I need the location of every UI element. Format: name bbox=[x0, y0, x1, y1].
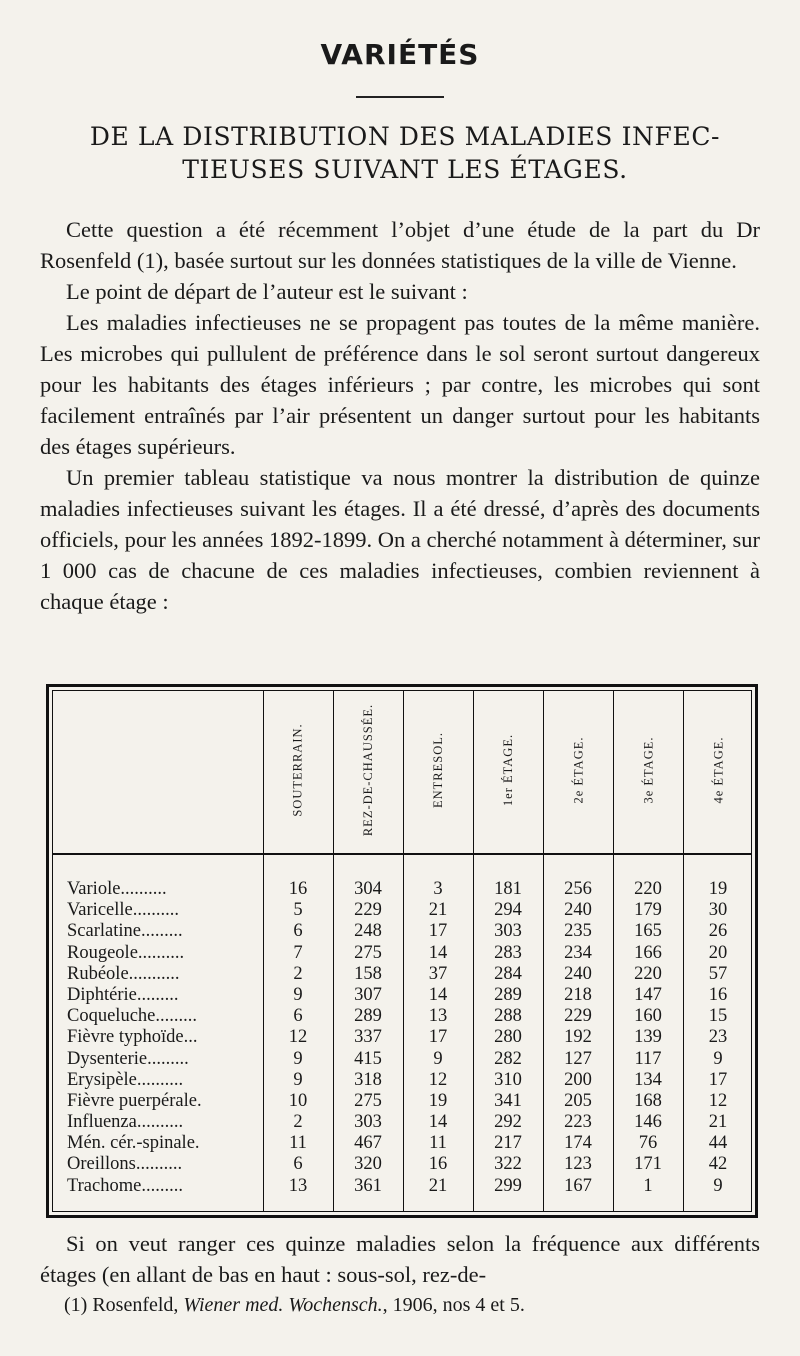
table-cell: 174 bbox=[564, 1133, 592, 1154]
table-cell: 147 bbox=[634, 984, 662, 1005]
table-cell: 275 bbox=[354, 1090, 382, 1111]
table-row bbox=[53, 985, 751, 1006]
column-header: 4e ÉTAGE. bbox=[711, 736, 726, 804]
column-header: ENTRESOL. bbox=[431, 731, 446, 809]
table-cell: 165 bbox=[634, 921, 662, 942]
disease-name: Varicelle.......... bbox=[67, 900, 179, 921]
disease-name: Mén. cér.-spinale. bbox=[67, 1133, 200, 1154]
table-cell: 229 bbox=[564, 1006, 592, 1027]
table-cell: 280 bbox=[494, 1027, 522, 1048]
column-header: 3e ÉTAGE. bbox=[641, 736, 656, 804]
disease-name: Rougeole.......... bbox=[67, 942, 185, 963]
table-cell: 19 bbox=[428, 1090, 448, 1111]
table-cell: 248 bbox=[354, 921, 382, 942]
table-cell: 2 bbox=[293, 1112, 303, 1133]
table-cell: 3 bbox=[433, 879, 443, 899]
table-row bbox=[53, 1027, 751, 1048]
table-cell: 181 bbox=[494, 879, 522, 899]
table-cell: 235 bbox=[564, 921, 592, 942]
table-cell: 304 bbox=[354, 879, 382, 899]
table-cell: 303 bbox=[494, 921, 522, 942]
table-cell: 284 bbox=[494, 963, 522, 984]
table-cell: 240 bbox=[564, 900, 592, 921]
table-cell: 240 bbox=[564, 963, 592, 984]
table-cell: 217 bbox=[494, 1133, 522, 1154]
paragraph: Si on veut ranger ces quinze maladies selon la fréquence aux différents étages (en allant de bas en haut : sous-sol, rez-de- bbox=[40, 1231, 760, 1287]
table-cell: 256 bbox=[564, 879, 592, 899]
table-cell: 168 bbox=[634, 1090, 662, 1111]
disease-name: Scarlatine......... bbox=[67, 921, 183, 942]
column-header: 1er ÉTAGE. bbox=[501, 733, 516, 807]
table-cell: 218 bbox=[564, 984, 592, 1005]
table-body bbox=[53, 879, 751, 1197]
table-cell: 123 bbox=[564, 1154, 592, 1175]
table-cell: 17 bbox=[428, 1027, 448, 1048]
table-row bbox=[53, 1070, 751, 1091]
table-inner-frame bbox=[52, 690, 752, 1212]
table-cell: 160 bbox=[634, 1006, 662, 1027]
table-cell: 310 bbox=[494, 1069, 522, 1090]
table-cell: 13 bbox=[428, 1006, 448, 1027]
table-cell: 146 bbox=[634, 1112, 662, 1133]
table-cell: 220 bbox=[634, 963, 662, 984]
closing-text bbox=[40, 1228, 760, 1290]
table-cell: 17 bbox=[708, 1069, 728, 1090]
table-cell: 467 bbox=[354, 1133, 382, 1154]
table-cell: 282 bbox=[494, 1048, 522, 1069]
disease-name: Erysipèle.......... bbox=[67, 1069, 184, 1090]
table-cell: 171 bbox=[634, 1154, 662, 1175]
table-cell: 307 bbox=[354, 984, 382, 1005]
table-cell: 127 bbox=[564, 1048, 592, 1069]
table-cell: 26 bbox=[708, 921, 728, 942]
column-header: SOUTERRAIN. bbox=[291, 723, 306, 817]
table-cell: 337 bbox=[354, 1027, 382, 1048]
table-cell: 9 bbox=[713, 1175, 723, 1196]
table-cell: 167 bbox=[564, 1175, 592, 1196]
paragraph: Cette question a été récemment l’objet d’une étude de la part du Dr Rosenfeld (1), basée surtout sur les données statistiques de la ville de Vienne. bbox=[40, 217, 760, 273]
table-row bbox=[53, 943, 751, 964]
table-cell: 9 bbox=[433, 1048, 443, 1069]
disease-name: Trachome......... bbox=[67, 1175, 183, 1196]
table-cell: 179 bbox=[634, 900, 662, 921]
table-cell: 57 bbox=[708, 963, 728, 984]
table-cell: 6 bbox=[293, 1154, 303, 1175]
disease-name: Oreillons.......... bbox=[67, 1154, 183, 1175]
table-cell: 12 bbox=[708, 1090, 728, 1111]
table-cell: 12 bbox=[288, 1027, 308, 1048]
table-cell: 415 bbox=[354, 1048, 382, 1069]
table-cell: 6 bbox=[293, 1006, 303, 1027]
table-cell: 283 bbox=[494, 942, 522, 963]
table-cell: 12 bbox=[428, 1069, 448, 1090]
table-cell: 5 bbox=[293, 900, 303, 921]
table-cell: 292 bbox=[494, 1112, 522, 1133]
statistics-table bbox=[46, 684, 758, 1218]
table-cell: 14 bbox=[428, 1112, 448, 1133]
disease-name: Rubéole........... bbox=[67, 963, 180, 984]
table-cell: 322 bbox=[494, 1154, 522, 1175]
table-row bbox=[53, 921, 751, 942]
table-cell: 158 bbox=[354, 963, 382, 984]
disease-name: Influenza.......... bbox=[67, 1112, 184, 1133]
table-cell: 9 bbox=[713, 1048, 723, 1069]
table-cell: 139 bbox=[634, 1027, 662, 1048]
disease-name: Fièvre puerpérale. bbox=[67, 1090, 202, 1111]
table-row bbox=[53, 879, 751, 900]
table-cell: 2 bbox=[293, 963, 303, 984]
section-title: VARIÉTÉS bbox=[320, 38, 480, 71]
table-cell: 21 bbox=[708, 1112, 728, 1133]
table-row bbox=[53, 1006, 751, 1027]
table-cell: 9 bbox=[293, 1048, 303, 1069]
table-cell: 117 bbox=[634, 1048, 662, 1069]
disease-name: Diphtérie......... bbox=[67, 984, 179, 1005]
table-cell: 294 bbox=[494, 900, 522, 921]
table-cell: 16 bbox=[288, 879, 308, 899]
table-cell: 10 bbox=[288, 1090, 308, 1111]
table-cell: 76 bbox=[638, 1133, 658, 1154]
article-title-line: TIEUSES SUIVANT LES ÉTAGES. bbox=[182, 155, 628, 184]
table-cell: 234 bbox=[564, 942, 592, 963]
table-cell: 223 bbox=[564, 1112, 592, 1133]
table-cell: 220 bbox=[634, 879, 662, 899]
table-row bbox=[53, 1154, 751, 1175]
table-cell: 341 bbox=[494, 1090, 522, 1111]
table-cell: 16 bbox=[708, 984, 728, 1005]
title-divider bbox=[356, 96, 444, 98]
disease-name: Fièvre typhoïde... bbox=[67, 1027, 198, 1048]
table-row bbox=[53, 900, 751, 921]
table-cell: 6 bbox=[293, 921, 303, 942]
table-cell: 21 bbox=[428, 900, 448, 921]
table-cell: 19 bbox=[708, 879, 728, 899]
table-cell: 20 bbox=[708, 942, 728, 963]
paragraph: Le point de départ de l’auteur est le suivant : bbox=[66, 279, 468, 304]
table-cell: 23 bbox=[708, 1027, 728, 1048]
article-title bbox=[50, 120, 760, 186]
table-cell: 42 bbox=[708, 1154, 728, 1175]
footnote-details: , 1906, nos 4 et 5. bbox=[382, 1294, 525, 1316]
paragraph: Un premier tableau statistique va nous montrer la distribution de quinze maladies infectieuses suivant les étages. Il a été dressé, d’après des documents officiels, pour les années 1892-1899. On a cherché notamment à déterminer, sur 1 000 cas de chacune de ces maladies infectieuses, combien reviennent à chaque étage : bbox=[40, 465, 760, 614]
table-cell: 11 bbox=[429, 1133, 447, 1154]
footnote bbox=[64, 1294, 525, 1317]
table-cell: 200 bbox=[564, 1069, 592, 1090]
table-cell: 134 bbox=[634, 1069, 662, 1090]
table-cell: 37 bbox=[428, 963, 448, 984]
table-cell: 361 bbox=[354, 1175, 382, 1196]
paragraph: Les maladies infectieuses ne se propagent pas toutes de la même manière. Les microbes qui pullulent de préférence dans le sol seront surtout dangereux pour les habitants des étages inférieurs ; par contre, les microbes qui sont facilement entraînés par l’air présentent un danger surtout pour les habitants des étages supérieurs. bbox=[40, 310, 760, 459]
table-row bbox=[53, 1049, 751, 1070]
table-cell: 13 bbox=[288, 1175, 308, 1196]
table-cell: 192 bbox=[564, 1027, 592, 1048]
table-cell: 299 bbox=[494, 1175, 522, 1196]
table-cell: 289 bbox=[494, 984, 522, 1005]
table-cell: 288 bbox=[494, 1006, 522, 1027]
table-cell: 289 bbox=[354, 1006, 382, 1027]
disease-name: Variole.......... bbox=[67, 879, 167, 899]
table-cell: 303 bbox=[354, 1112, 382, 1133]
table-cell: 9 bbox=[293, 1069, 303, 1090]
table-cell: 275 bbox=[354, 942, 382, 963]
table-cell: 14 bbox=[428, 942, 448, 963]
table-row bbox=[53, 964, 751, 985]
table-cell: 320 bbox=[354, 1154, 382, 1175]
disease-name: Coqueluche......... bbox=[67, 1006, 197, 1027]
column-header: REZ-DE-CHAUSSÉE. bbox=[361, 703, 376, 837]
table-cell: 17 bbox=[428, 921, 448, 942]
table-cell: 318 bbox=[354, 1069, 382, 1090]
table-row bbox=[53, 1133, 751, 1154]
table-cell: 14 bbox=[428, 984, 448, 1005]
table-cell: 166 bbox=[634, 942, 662, 963]
footnote-author: (1) Rosenfeld, bbox=[64, 1294, 179, 1316]
table-cell: 16 bbox=[428, 1154, 448, 1175]
table-cell: 205 bbox=[564, 1090, 592, 1111]
table-cell: 1 bbox=[643, 1175, 653, 1196]
table-cell: 9 bbox=[293, 984, 303, 1005]
disease-name: Dysenterie......... bbox=[67, 1048, 189, 1069]
table-cell: 11 bbox=[289, 1133, 307, 1154]
table-row bbox=[53, 1112, 751, 1133]
table-cell: 15 bbox=[708, 1006, 728, 1027]
table-cell: 44 bbox=[708, 1133, 728, 1154]
footnote-journal: Wiener med. Wochensch. bbox=[183, 1294, 383, 1316]
table-row bbox=[53, 1091, 751, 1112]
article-title-line: DE LA DISTRIBUTION DES MALADIES INFEC- bbox=[89, 122, 721, 151]
intro-text bbox=[40, 214, 760, 617]
header-rule bbox=[53, 853, 751, 855]
table-cell: 21 bbox=[428, 1175, 448, 1196]
column-header: 2e ÉTAGE. bbox=[571, 736, 586, 804]
table-cell: 30 bbox=[708, 900, 728, 921]
table-row bbox=[53, 1176, 751, 1197]
table-cell: 229 bbox=[354, 900, 382, 921]
table-cell: 7 bbox=[293, 942, 303, 963]
